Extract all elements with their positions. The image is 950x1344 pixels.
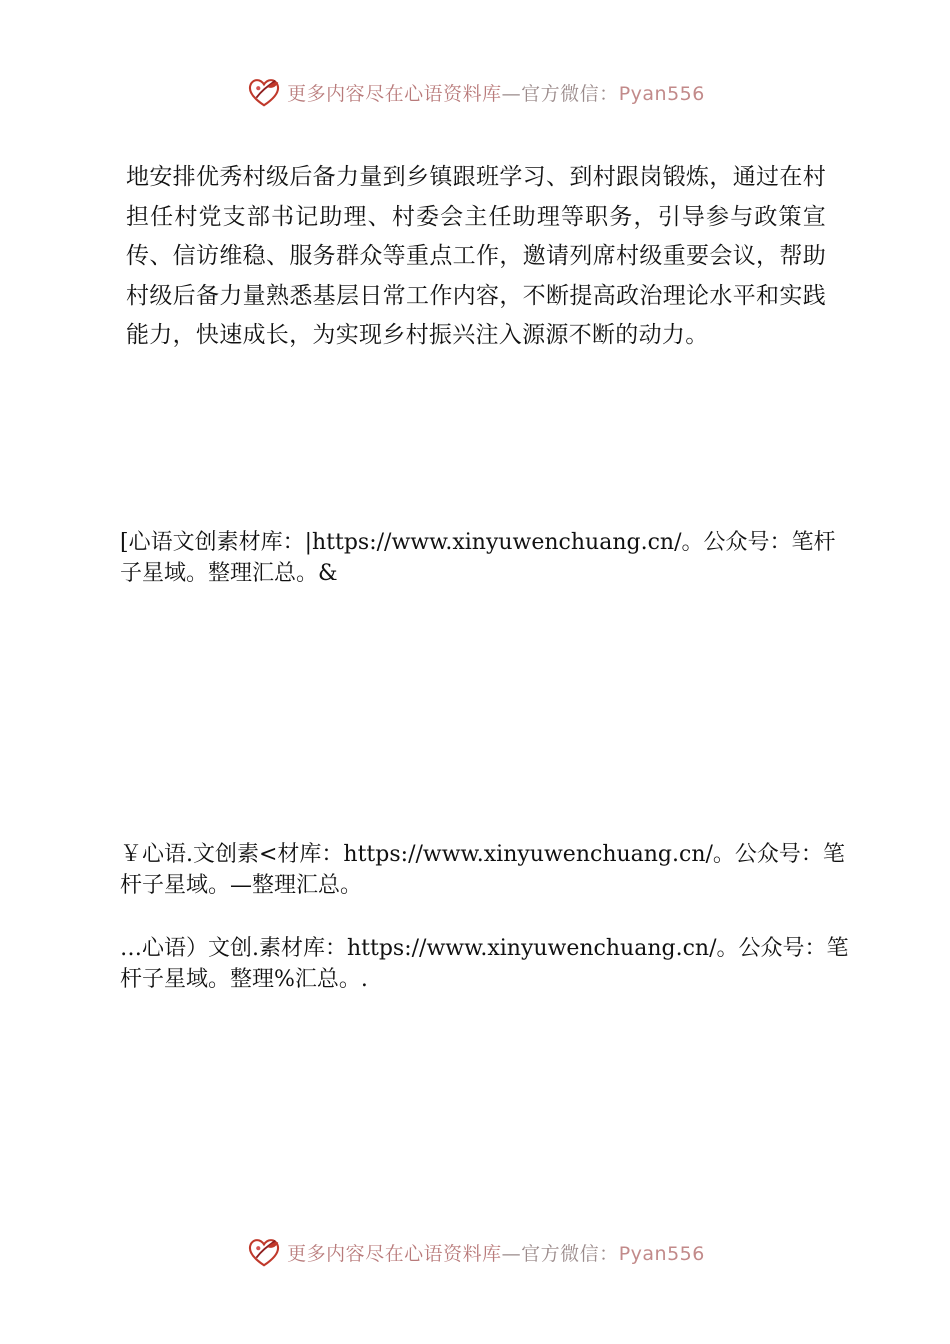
watermark-line: [心语文创素材库：|https://www.xinyuwenchuang.cn/。公众号：笔杆子星域。整理汇总。& [120,530,836,586]
banner-main: 更多内容尽在心语资料库 [287,82,502,105]
heart-leaf-logo-icon [245,1233,283,1271]
watermark-line: ￥心语.文创素<材库：https://www.xinyuwenchuang.cn/。公众号：笔杆子星域。—整理汇总。 [120,842,845,898]
banner-text [287,79,705,106]
watermark-line: …心语）文创.素材库：https://www.xinyuwenchuang.cn/。公众号：笔杆子星域。整理%汇总。. [120,936,849,992]
header-banner [0,72,950,112]
banner-dash: —官方微信： [501,82,619,105]
banner-wechat-id: Pyan556 [618,1242,705,1265]
body-paragraph: 地安排优秀村级后备力量到乡镇跟班学习、到村跟岗锻炼，通过在村担任村党支部书记助理、村委会主任助理等职务，引导参与政策宣传、信访维稳、服务群众等重点工作，邀请列席村级重要会议，帮助村级后备力量熟悉基层日常工作内容，不断提高政治理论水平和实践能力，快速成长，为实现乡村振兴注入源源不断的动力。 [126,164,826,348]
banner-wechat-id: Pyan556 [618,82,705,105]
heart-leaf-logo-icon [245,73,283,111]
banner-dash: —官方微信： [501,1242,619,1265]
banner-main: 更多内容尽在心语资料库 [287,1242,502,1265]
footer-banner [0,1232,950,1272]
banner-text [287,1239,705,1266]
